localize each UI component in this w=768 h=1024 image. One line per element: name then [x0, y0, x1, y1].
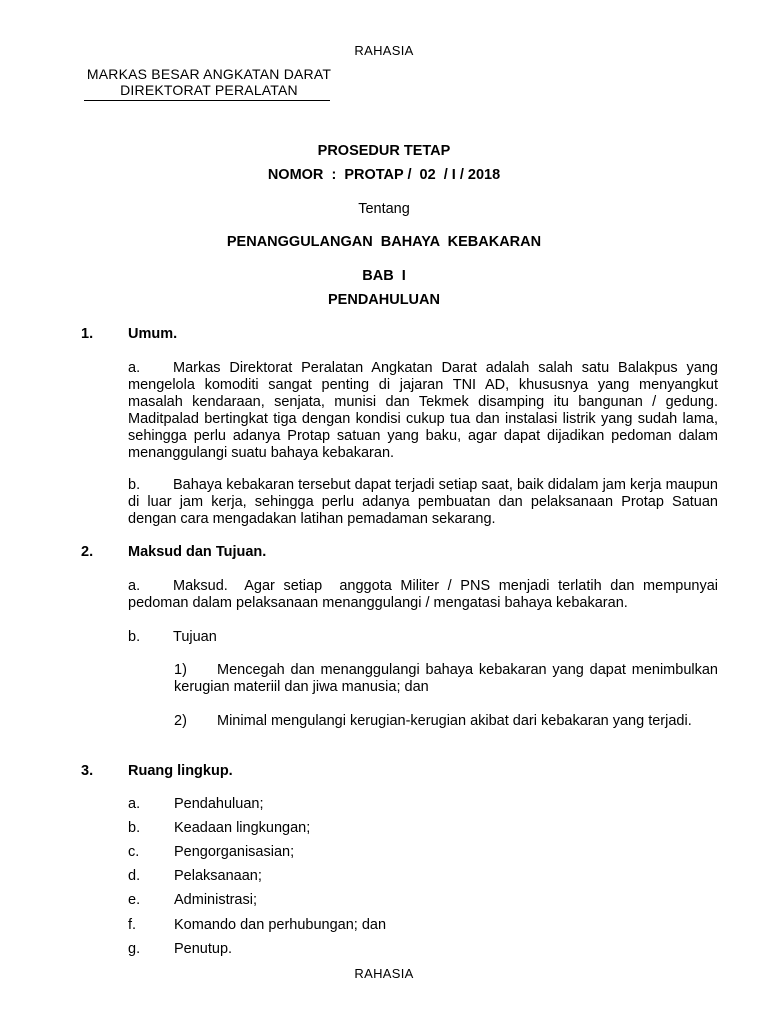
para-label: a. — [128, 360, 141, 376]
chapter-title: PENDAHULUAN — [328, 292, 440, 308]
scope-item-letter: b. — [128, 820, 141, 836]
doc-type-title: PROSEDUR TETAP — [317, 143, 451, 159]
about-label: Tentang — [358, 201, 410, 217]
doc-subject: PENANGGULANGAN BAHAYA KEBAKARAN — [226, 234, 542, 250]
scope-item-text: Keadaan lingkungan; — [174, 820, 311, 836]
header-line2: DIREKTORAT PERALATAN — [120, 82, 298, 98]
para-text: Bahaya kebakaran tersebut dapat terjadi setiap saat, baik didalam jam kerja maupun di luar jam kerja, sehingga perlu adanya pembuatan dan pelaksanaan Protap Satuan dengan cara mengadakan latihan pemadaman sekarang. — [128, 477, 718, 527]
section-2-heading: Maksud dan Tujuan. — [128, 544, 267, 560]
scope-item-text: Pengorganisasian; — [174, 844, 295, 860]
header-line1: MARKAS BESAR ANGKATAN DARAT — [86, 66, 332, 82]
sub-label: 2) — [174, 713, 187, 729]
section-1-para-b — [128, 477, 718, 528]
scope-item-letter: a. — [128, 796, 141, 812]
section-2-number: 2. — [81, 544, 94, 560]
scope-item-text: Penutup. — [174, 941, 233, 957]
para-label: b. — [128, 477, 141, 493]
classification-top: RAHASIA — [354, 43, 414, 58]
section-2-sub-2 — [174, 713, 718, 730]
scope-item-text: Pelaksanaan; — [174, 868, 262, 884]
scope-item-letter: c. — [128, 844, 140, 860]
scope-item-text: Pendahuluan; — [174, 796, 264, 812]
scope-item-letter: d. — [128, 868, 141, 884]
scope-item-letter: g. — [128, 941, 141, 957]
section-2-para-a — [128, 578, 723, 612]
sub-text: Minimal mengulangi kerugian-kerugian akibat dari kebakaran yang terjadi. — [217, 713, 692, 729]
chapter-number: BAB I — [362, 268, 406, 284]
scope-item-text: Komando dan perhubungan; dan — [174, 917, 387, 933]
para-text: Markas Direktorat Peralatan Angkatan Darat adalah salah satu Balakpus yang mengelola komoditi sangat penting di jajaran TNI AD, khususnya yang menyangkut masalah kendaraan, senjata, munisi dan Tekmek disamping itu bangunan / gedung. Maditpalad bertingkat tiga dengan kondisi cukup tua dan instalasi listrik yang sudah lama, sehingga perlu adanya Protap satuan yang baku, agar dapat dijadikan pedoman dalam menanggulangi suatu bahaya kebakaran. — [128, 360, 718, 461]
section-2-sub-1 — [174, 662, 718, 696]
para-text: Tujuan — [173, 629, 217, 645]
scope-item-text: Administrasi; — [174, 892, 257, 908]
section-1-heading: Umum. — [128, 326, 178, 342]
sub-label: 1) — [174, 662, 187, 678]
scope-item-letter: e. — [128, 892, 141, 908]
para-label: a. — [128, 578, 141, 594]
para-text: Maksud. Agar setiap anggota Militer / PNS menjadi terlatih dan mempunyai pedoman dalam pelaksanaan menanggulangi / mengatasi bahaya kebakaran. — [128, 578, 723, 611]
section-1-para-a — [128, 360, 718, 462]
para-label: b. — [128, 629, 141, 645]
section-3-number: 3. — [81, 763, 94, 779]
classification-bottom: RAHASIA — [354, 966, 414, 981]
doc-number: NOMOR : PROTAP / 02 / I / 2018 — [267, 167, 501, 183]
section-3-heading: Ruang lingkup. — [128, 763, 233, 779]
scope-item-letter: f. — [128, 917, 137, 933]
section-1-number: 1. — [81, 326, 94, 342]
sub-text: Mencegah dan menanggulangi bahaya kebakaran yang dapat menimbulkan kerugian materiil dan jiwa manusia; dan — [174, 662, 718, 695]
section-2-para-b — [128, 629, 718, 646]
header-underline — [84, 100, 330, 101]
